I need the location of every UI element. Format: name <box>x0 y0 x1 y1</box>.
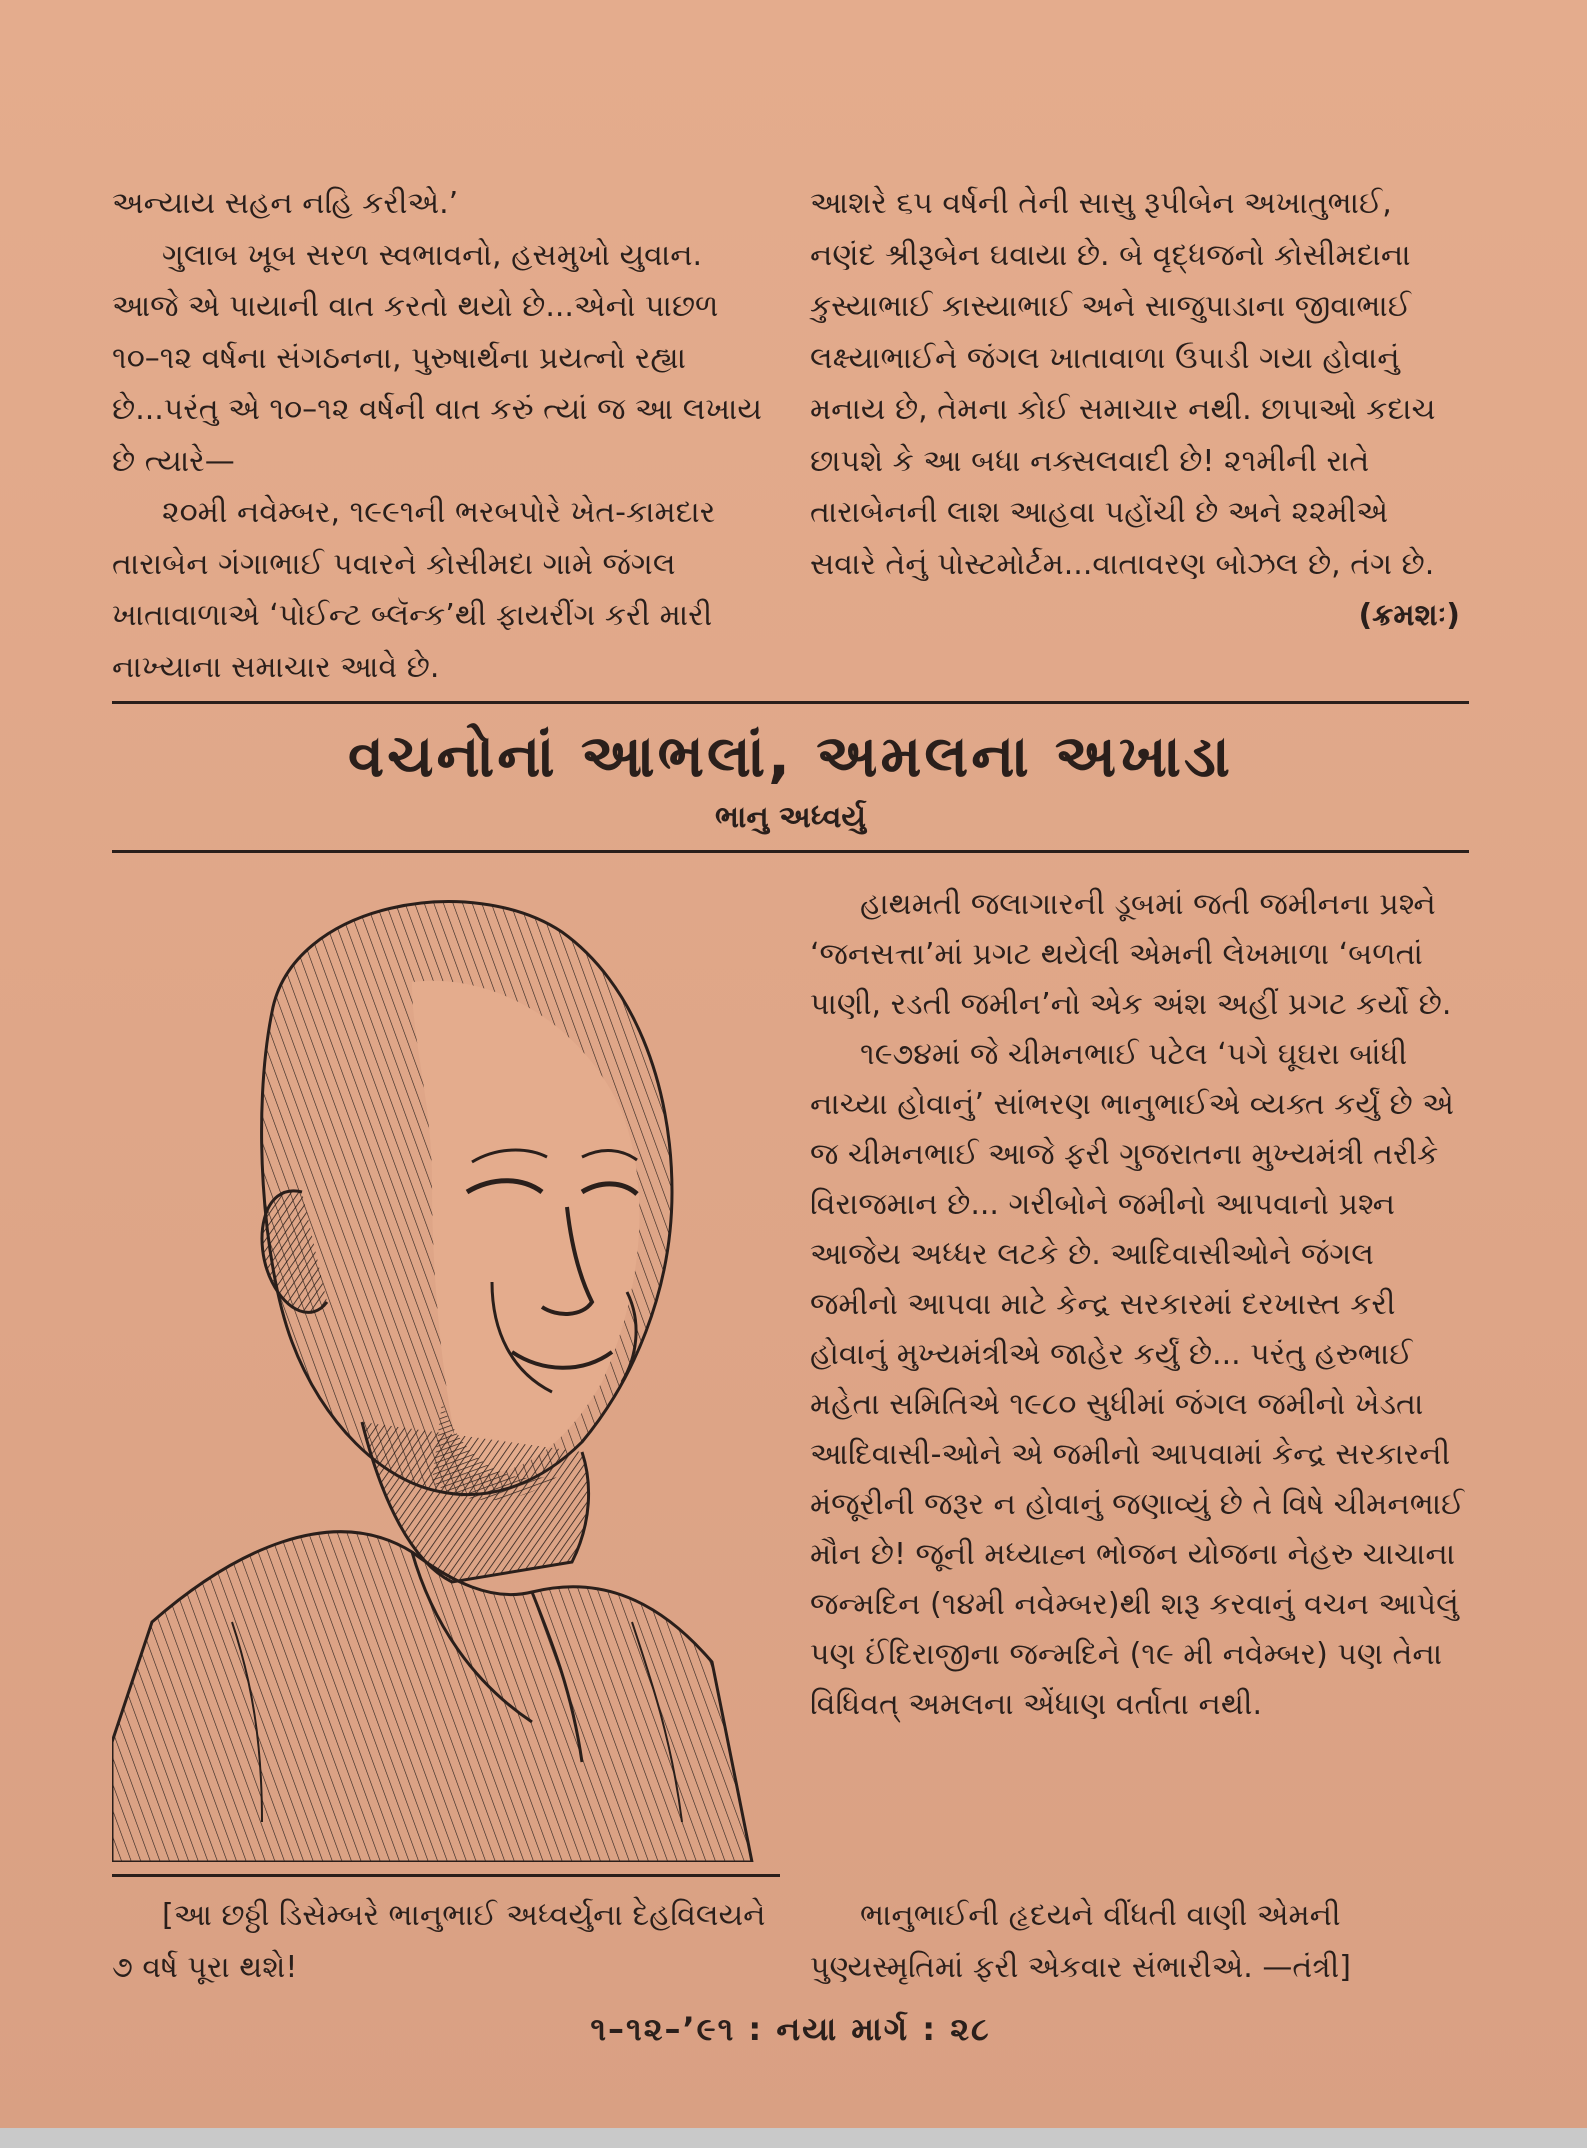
top-right-column <box>810 178 1460 642</box>
editor-note <box>810 1890 1465 1994</box>
paragraph: ૨૦મી નવેમ્બર, ૧૯૯૧ની ભરબપોરે ખેત-કામદાર તારાબેન ગંગાભાઈ પવારને કોસીમદા ગામે જંગલ ખાતાવાળાએ ‘પોઈન્ટ બ્લૅન્ક’થી ફાયરીંગ કરી મારી નાખ્યાના સમાચાર આવે છે. <box>112 495 716 685</box>
article-byline: ભાનુ અધ્વર્યુ <box>715 800 866 835</box>
caption-text: [આ છઠ્ઠી ડિસેમ્બરે ભાનુભાઈ અધ્વર્યુના દેહવિલયને ૭ વર્ષ પૂરા થશે! <box>112 1898 766 1985</box>
article-body-column <box>810 880 1465 1730</box>
paragraph: આશરે ૬૫ વર્ષની તેની સાસુ રૂપીબેન અખાતુભાઈ, નણંદ શ્રીરૂબેન ઘવાયા છે. બે વૃદ્ધજનો કોસીમદાના કુસ્યાભાઈ કાસ્યાભાઈ અને સાજુપાડાના જીવાભાઈ લક્ષ્યાભાઈને જંગલ ખાતાવાળા ઉપાડી ગયા હોવાનું મનાય છે, તેમના કોઈ સમાચાર નથી. છાપાઓ કદાચ છાપશે કે આ બધા નક્સલવાદી છે! ૨૧મીની રાતે તારાબેનની લાશ આહવા પહોંચી છે અને ૨૨મીએ સવારે તેનું પોસ્ટમોર્ટમ...વાતાવરણ બોઝલ છે, તંગ છે. <box>810 186 1436 582</box>
section-divider <box>112 701 1469 704</box>
article-headline: વચનોનાં આભલાં, અમલના અખાડા <box>347 722 1234 790</box>
author-portrait-illustration <box>112 862 780 1862</box>
paragraph: હાથમતી જલાગારની ડૂબમાં જતી જમીનના પ્રશ્ને ‘જનસત્તા’માં પ્રગટ થયેલી એમની લેખમાળા ‘બળતાં પાણી, રડતી જમીન’નો એક અંશ અહીં પ્રગટ કર્યો છે. <box>810 887 1452 1022</box>
continued-marker: (ક્રમશઃ) <box>1358 598 1460 633</box>
page-footer: ૧–૧૨–’૯૧ : નયા માર્ગ : ૨૮ <box>590 2010 991 2048</box>
paragraph: અન્યાય સહન નહિ કરીએ.’ <box>112 186 459 221</box>
paragraph: ૧૯૭૪માં જે ચીમનભાઈ પટેલ ‘પગે ઘૂઘરા બાંધી નાચ્યા હોવાનું’ સાંભરણ ભાનુભાઈએ વ્યક્ત કર્યું છે એ જ ચીમનભાઈ આજે ફરી ગુજરાતના મુખ્યમંત્રી તરીકે વિરાજમાન છે... ગરીબોને જમીનો આપવાનો પ્રશ્ન આજેય અધ્ધર લટકે છે. આદિવાસીઓને જંગલ જમીનો આપવા માટે કેન્દ્ર સરકારમાં દરખાસ્ત કરી હોવાનું મુખ્યમંત્રીએ જાહેર કર્યું છે... પરંતુ હરુભાઈ મહેતા સમિતિએ ૧૯૮૦ સુધીમાં જંગલ જમીનો ખેડતા આદિવાસી-ઓને એ જમીનો આપવામાં કેન્દ્ર સરકારની મંજૂરીની જરૂર ન હોવાનું જણાવ્યું છે તે વિષે ચીમનભાઈ મૌન છે! જૂની મધ્યાહ્ન ભોજન યોજના નેહરુ ચાચાના જન્મદિન (૧૪મી નવેમ્બર)થી શરૂ કરવાનું વચન આપેલું પણ ઈંદિરાજીના જન્મદિને (૧૯ મી નવેમ્બર) પણ તેના વિધિવત્ અમલના એંધાણ વર્તાતા નથી. <box>810 1037 1465 1722</box>
portrait-caption <box>112 1890 780 1994</box>
title-divider <box>112 850 1469 853</box>
scan-edge <box>0 2128 1587 2148</box>
editor-note-text: ભાનુભાઈની હૃદયને વીંધતી વાણી એમની પુણ્યસ્મૃતિમાં ફરી એકવાર સંભારીએ. —તંત્રી] <box>810 1898 1351 1985</box>
caption-divider <box>112 1874 780 1877</box>
top-left-column <box>112 178 762 693</box>
paragraph: ગુલાબ ખૂબ સરળ સ્વભાવનો, હસમુખો યુવાન. આજે એ પાયાની વાત કરતો થયો છે...એનો પાછળ ૧૦–૧૨ વર્ષના સંગઠનના, પુરુષાર્થના પ્રયત્નો રહ્યા છે...પરંતુ એ ૧૦–૧૨ વર્ષની વાત કરું ત્યાં જ આ લખાય છે ત્યારે— <box>112 237 762 479</box>
